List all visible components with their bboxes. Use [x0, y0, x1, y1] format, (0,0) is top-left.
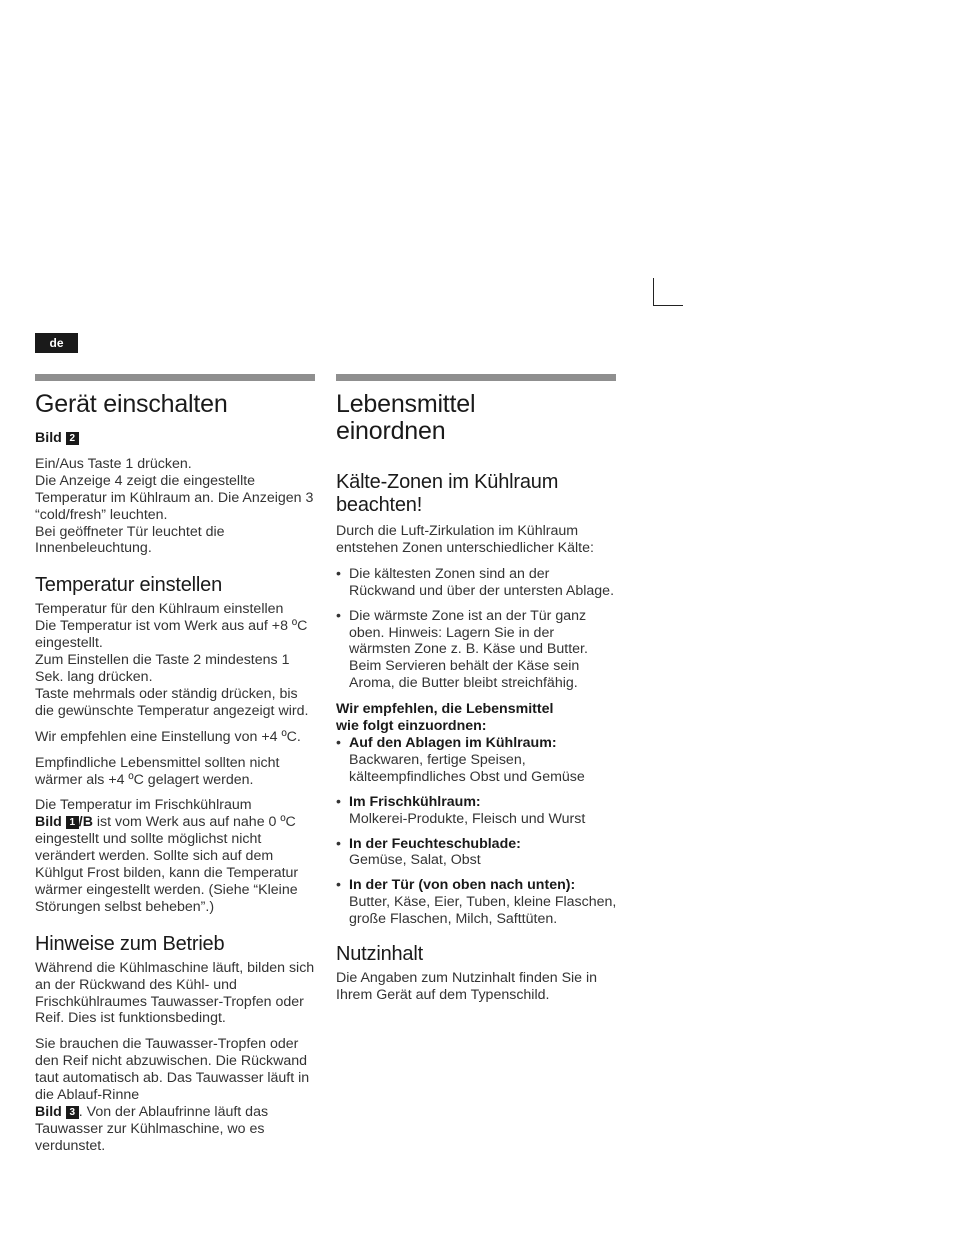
capacity-text: Die Angaben zum Nutzinhalt finden Sie in Ihrem Gerät auf dem Typenschild.: [336, 970, 598, 1003]
temperature-text-4-post: ist vom Werk aus auf nahe 0 ºC eingestellt und sollte möglichst nicht verändert werden. Sollte sich auf dem Kühlgut Frost bilden, kann die Temperatur wärmer eingestellt werden. (Siehe “Kleine Störungen selbst beheben”.): [35, 814, 299, 915]
list-item: • Die kältesten Zonen sind an der Rückwand und über der untersten Ablage.: [336, 566, 618, 600]
figure-label: Bild: [35, 430, 62, 446]
heading-operation-notes: Hinweise zum Betrieb: [35, 932, 225, 955]
rec-head: In der Feuchteschublade:: [349, 835, 521, 852]
section-rule: [35, 374, 315, 381]
temperature-text-4-pre: Die Temperatur im Frischkühlraum: [35, 797, 252, 814]
crop-mark: [653, 278, 683, 306]
rec-head: In der Tür (von oben nach unten):: [349, 877, 576, 894]
figure-label: Bild: [35, 814, 62, 831]
list-item: [336, 735, 618, 786]
figure-suffix: /B: [78, 814, 93, 831]
switch-on-text: Ein/Aus Taste 1 drücken. Die Anzeige 4 zeigt die eingestellte Temperatur im Kühlraum an. Die Anzeigen 3 “cold/fresh” leuchten. Bei geöffneter Tür leuchtet die Innenbeleuchtung.: [35, 455, 314, 557]
heading-capacity: Nutzinhalt: [336, 943, 423, 966]
rec-head: Im Frischkühlraum:: [349, 793, 481, 810]
list-item: • Die wärmste Zone ist an der Tür ganz oben. Hinweis: Lagern Sie in der wärmsten Zone z. B. Käse und Butter. Beim Servieren behält der Käse sein Aroma, die Butter bleibt streichfähig.: [336, 608, 618, 693]
rec-text: Molkerei-Produkte, Fleisch und Wurst: [349, 810, 586, 827]
temperature-text-4: [35, 797, 318, 915]
temperature-text-1: Temperatur für den Kühlraum einstellen Die Temperatur ist vom Werk aus auf +8 ºC eingestellt. Zum Einstellen die Taste 2 mindestens 1 Sek. lang drücken. Taste mehrmals oder ständig drücken, bis die gewünschte Temperatur angezeigt wird.: [35, 601, 309, 719]
operation-text-2-pre: Sie brauchen die Tauwasser-Tropfen oder den Reif nicht abzuwischen. Die Rückwand taut automatisch ab. Das Tauwasser läuft in die Ablauf-Rinne: [35, 1036, 310, 1104]
figure-number: 2: [66, 432, 79, 445]
recommendation-heading: Wir empfehlen, die Lebensmittel wie folgt einzuordnen:: [336, 701, 554, 735]
left-column: [35, 374, 318, 1164]
figure-number: 1: [66, 816, 79, 829]
heading-cold-zones: Kälte-Zonen im Kühlraum beachten!: [336, 471, 559, 516]
operation-text-2: [35, 1036, 318, 1154]
middle-column: [336, 374, 618, 1013]
zones-intro: Durch die Luft-Zirkulation im Kühlraum entstehen Zonen unterschiedlicher Kälte:: [336, 523, 594, 556]
figure-label: Bild: [35, 1104, 62, 1120]
list-item: [336, 877, 618, 928]
list-item: [336, 794, 618, 828]
figure-number: 3: [66, 1106, 79, 1119]
language-tag: de: [35, 333, 78, 353]
rec-text: Backwaren, fertige Speisen, kälteempfindliches Obst und Gemüse: [349, 751, 585, 785]
temperature-text-2: Wir empfehlen eine Einstellung von +4 ºC.: [35, 728, 301, 745]
operation-text-1: Während die Kühlmaschine läuft, bilden sich an der Rückwand des Kühl- und Frischkühlraumes Tauwasser-Tropfen oder Reif. Dies ist funktionsbedingt.: [35, 959, 315, 1027]
heading-store-food: Lebensmittel einordnen: [336, 390, 476, 445]
temperature-text-3: Empfindliche Lebensmittel sollten nicht wärmer als +4 ºC gelagert werden.: [35, 754, 280, 788]
heading-switch-on: Gerät einschalten: [35, 390, 228, 418]
operation-text-2-post: . Von der Ablaufrinne läuft das Tauwasser zur Kühlmaschine, wo es verdunstet.: [35, 1104, 269, 1154]
rec-text: Gemüse, Salat, Obst: [349, 852, 481, 869]
section-rule: [336, 374, 616, 381]
list-item: [336, 836, 618, 870]
rec-text: Butter, Käse, Eier, Tuben, kleine Flaschen, große Flaschen, Milch, Safttüten.: [349, 894, 617, 928]
heading-set-temperature: Temperatur einstellen: [35, 574, 223, 597]
zones-list: [336, 566, 618, 692]
rec-head: Auf den Ablagen im Kühlraum:: [349, 734, 557, 751]
recommendation-list: [336, 735, 618, 928]
figure-ref: [35, 430, 318, 447]
